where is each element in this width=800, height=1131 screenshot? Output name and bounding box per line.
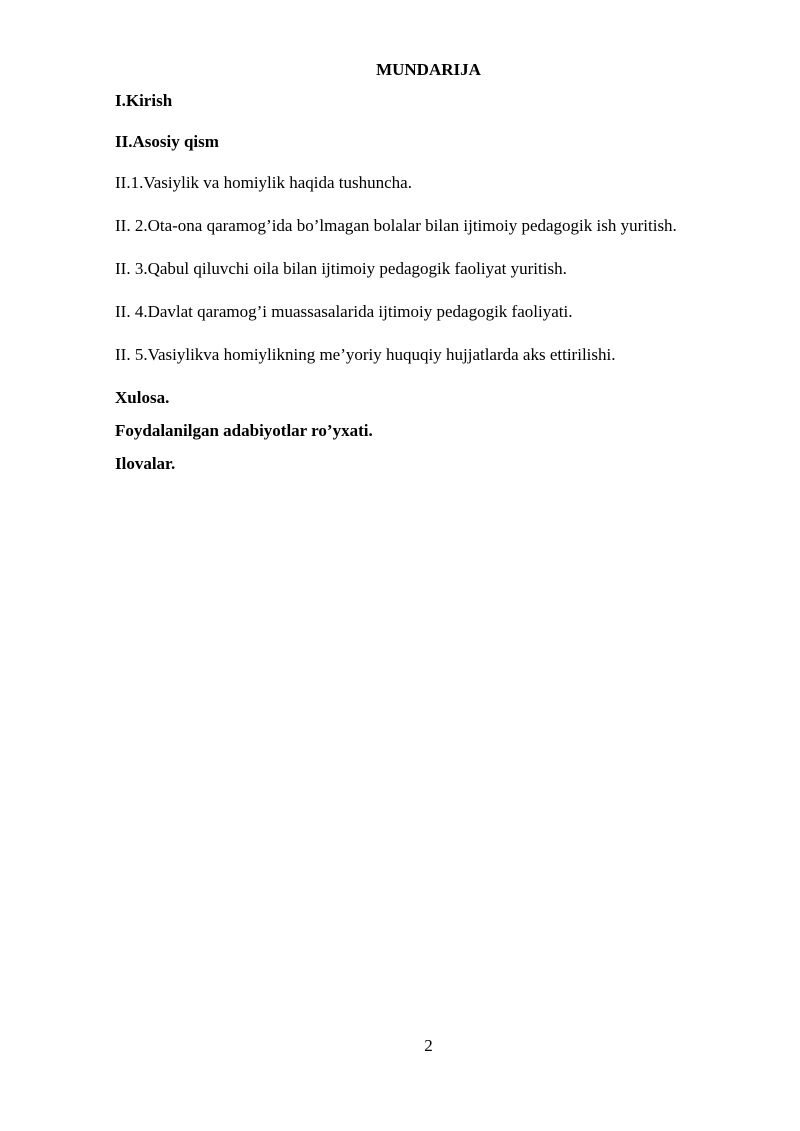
- toc-entry-section-2-2: II. 2.Ota-ona qaramog’ida bo’lmagan bolalar bilan ijtimoiy pedagogik ish yuritish.: [115, 216, 677, 235]
- page-number: 2: [424, 1036, 433, 1055]
- toc-entry-conclusion: Xulosa.: [115, 388, 170, 407]
- page-title: MUNDARIJA: [376, 60, 481, 79]
- toc-entry-appendices: Ilovalar.: [115, 454, 176, 473]
- toc-entry-section-2-3: II. 3.Qabul qiluvchi oila bilan ijtimoiy pedagogik faoliyat yuritish.: [115, 259, 567, 278]
- toc-entry-section-2-5: II. 5.Vasiylikva homiylikning me’yoriy huquqiy hujjatlarda aks ettirilishi.: [115, 345, 616, 364]
- toc-entry-main-part: II.Asosiy qism: [115, 132, 219, 151]
- toc-entry-references: Foydalanilgan adabiyotlar ro’yxati.: [115, 421, 373, 440]
- toc-entry-introduction: I.Kirish: [115, 91, 173, 110]
- toc-entry-section-2-4: II. 4.Davlat qaramog’i muassasalarida ijtimoiy pedagogik faoliyati.: [115, 302, 573, 321]
- toc-entry-section-2-1: II.1.Vasiylik va homiylik haqida tushuncha.: [115, 173, 412, 192]
